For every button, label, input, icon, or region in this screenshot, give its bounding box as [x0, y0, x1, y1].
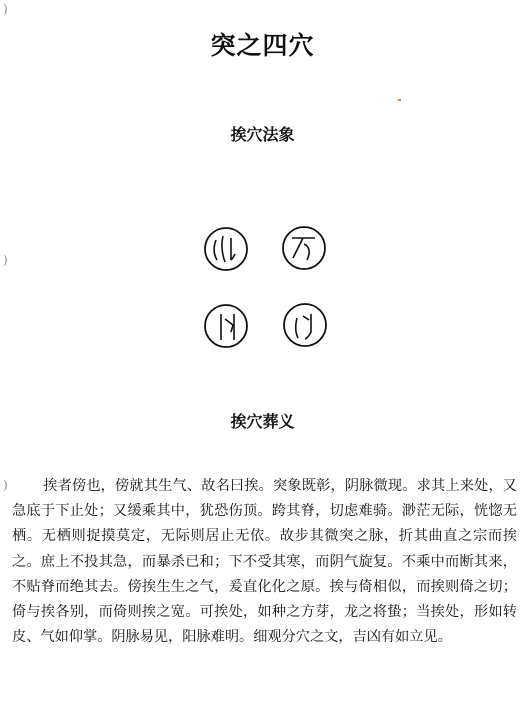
page-title: 突之四穴 — [210, 31, 315, 60]
body-paragraph: 挨者傍也，傍就其生气、故名曰挨。突象既彰，阴脉微现。求其上来处，又急底于下止处；又缓乘其中，犹恐伤顶。跨其脊，切虑难骑。渺茫无际，恍惚无栖。无栖则捉摸莫定，无际则居止无依。故步其微突之脉，折其曲直之宗而挨之。庶上不投其急，而暴杀已和；下不受其寒，而阴气旋复。不乘中而断其来，不贴脊而绝其去。傍挨生生之气，爰直化化之原。挨与倚相似，而挨则倚之切；倚与挨各别，而倚则挨之宽。可挨处，如种之方芽，龙之将蛰；当挨处，形如转皮、气如仰掌。阴脉易见，阳脉难明。细观分穴之文，吉凶有如立见。 — [12, 478, 517, 646]
acupoint-diagram — [195, 222, 335, 352]
margin-mark: ) — [3, 253, 8, 267]
section-title-method: 挨穴法象 — [230, 125, 295, 144]
body-text — [12, 474, 517, 650]
circle-glyph-top-right — [283, 227, 325, 269]
circle-glyph-bottom-right — [284, 304, 326, 346]
margin-mark: ) — [3, 2, 8, 16]
section-title-burial: 挨穴葬义 — [230, 412, 295, 431]
circle-glyph-bottom-left — [205, 305, 247, 347]
print-speck — [398, 99, 401, 101]
circle-glyph-top-left — [205, 228, 247, 270]
margin-mark: ) — [3, 478, 8, 492]
